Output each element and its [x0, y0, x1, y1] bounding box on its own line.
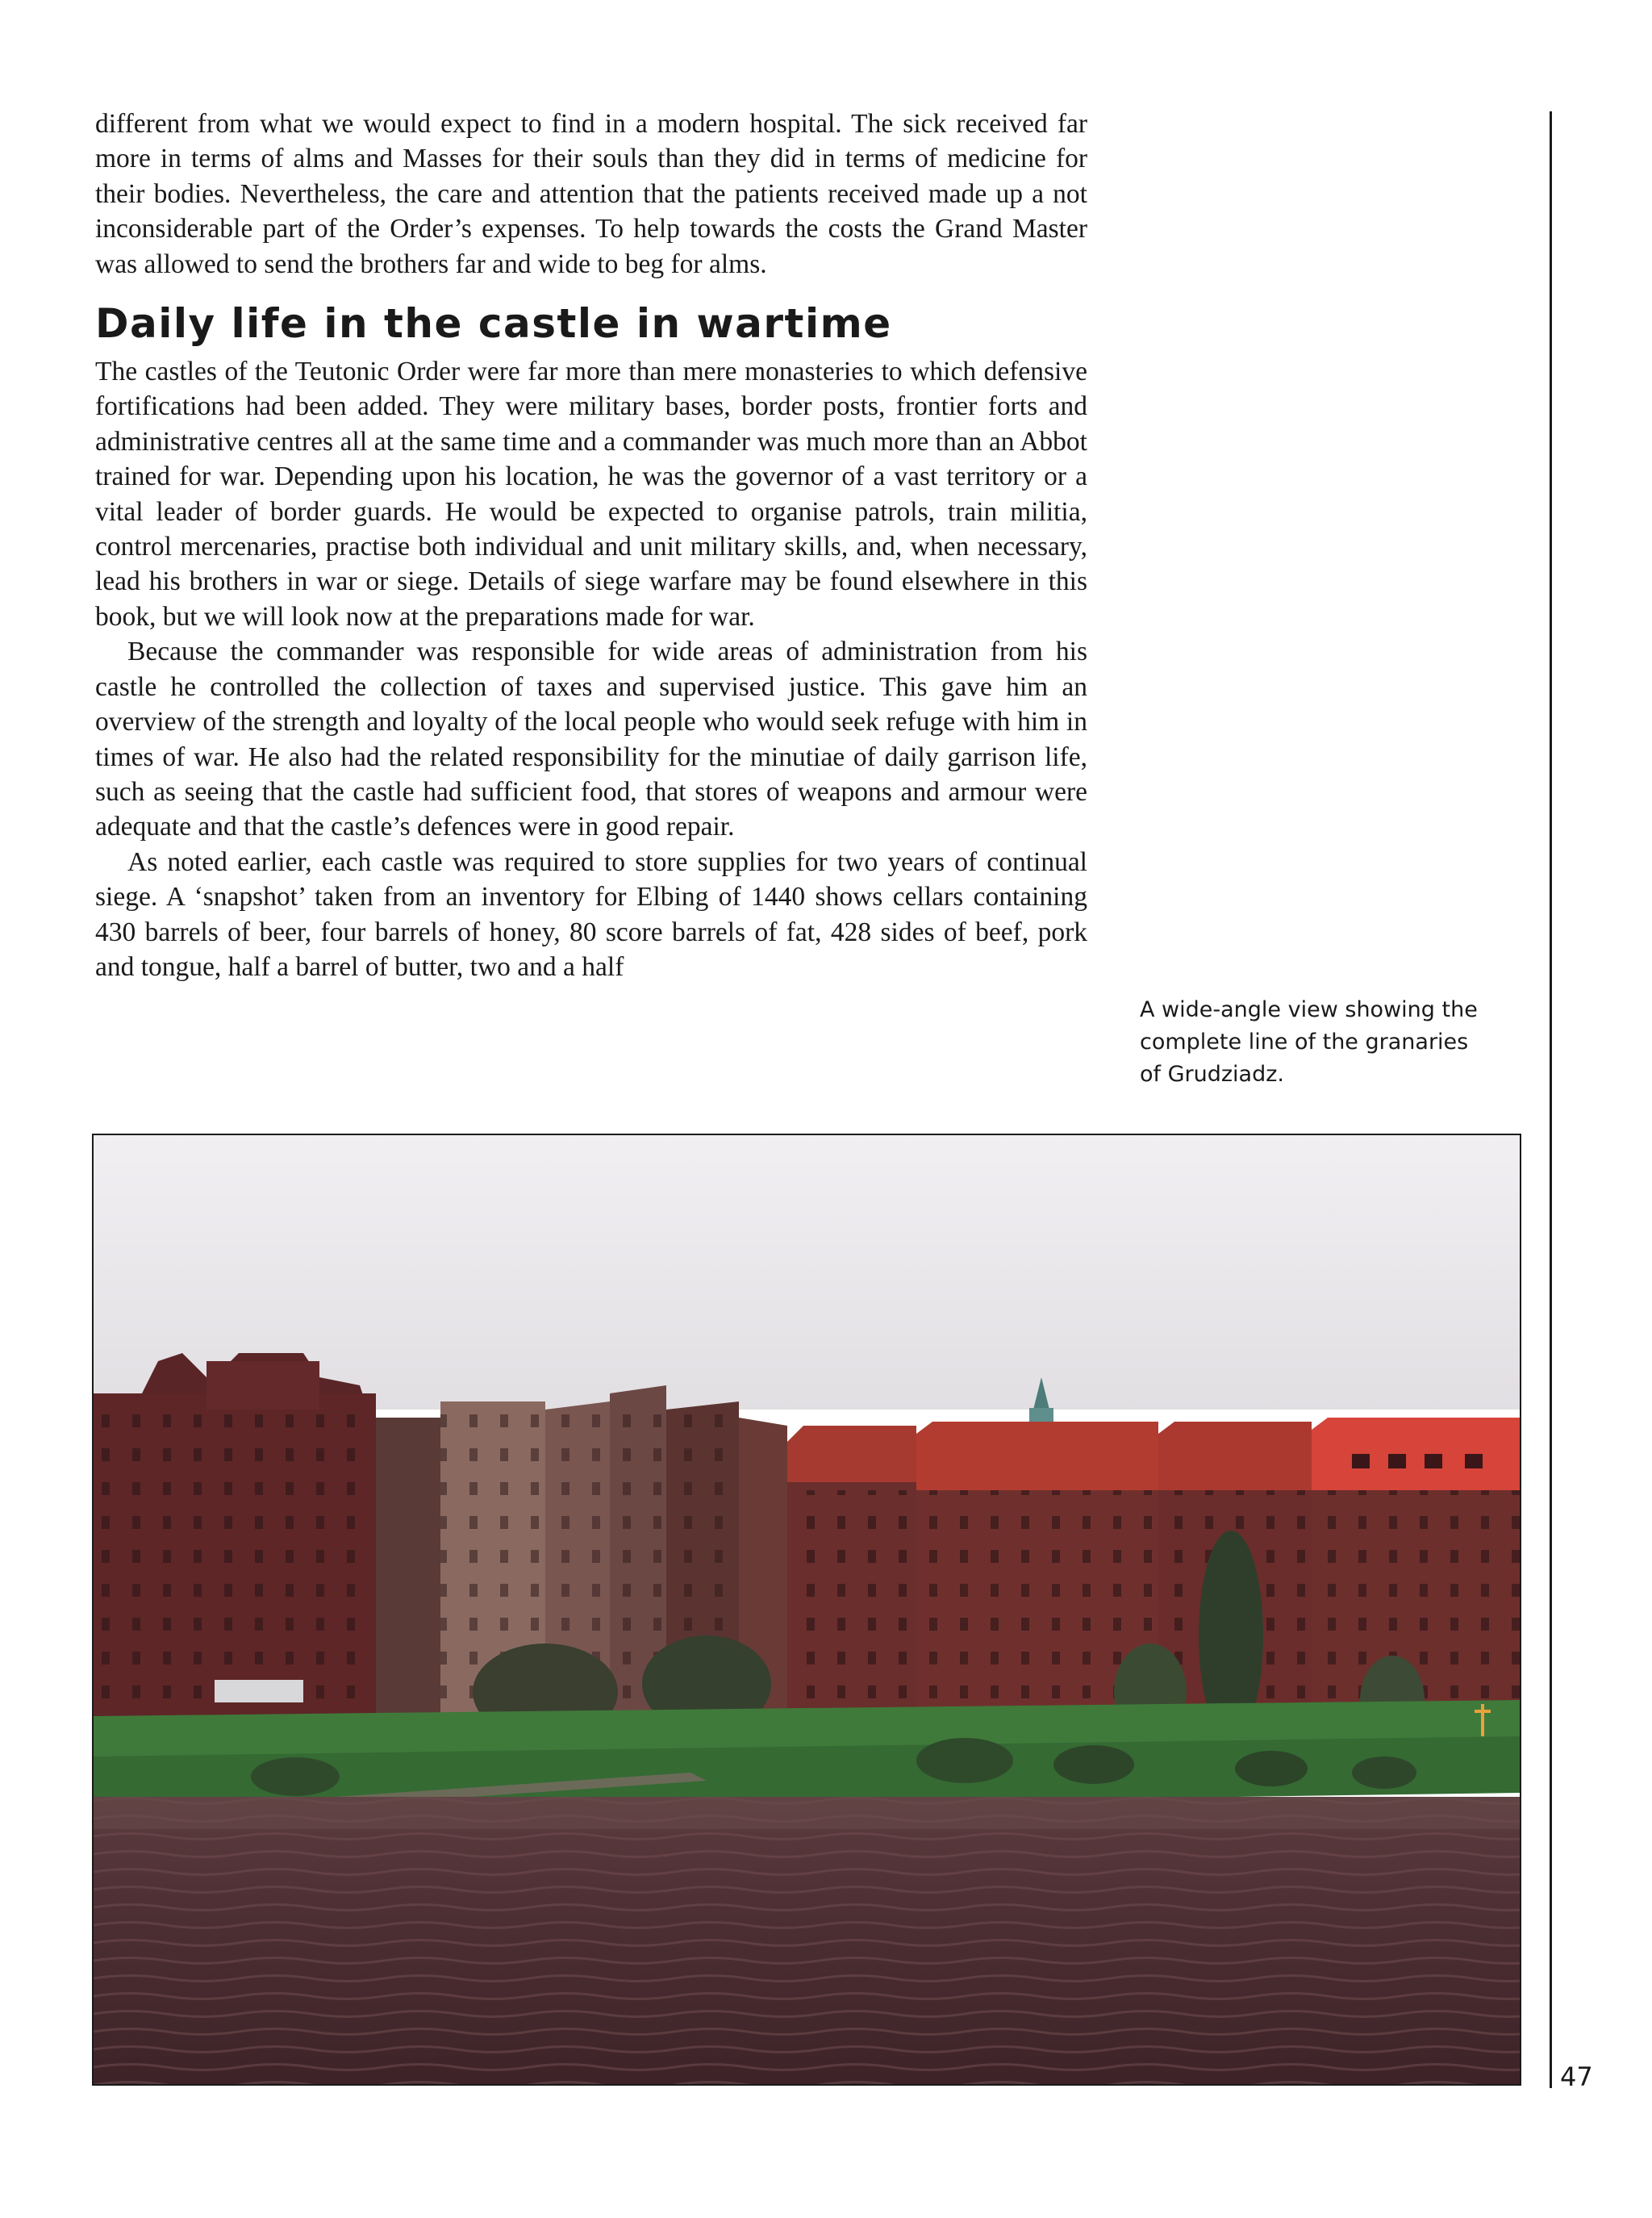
paragraph-3: As noted earlier, each castle was required to store supplies for two years of continual siege. A ‘snapshot’ taken from an inventory for Elbing of 1440 shows cellars containing 430 barrels of beer, four barrels of honey, 80 score barrels of fat, 428 sides of beef, pork and tongue, half a barrel of butter, two and a half [95, 846, 1087, 982]
paragraph-2: Because the commander was responsible for wide areas of administration from his castle he controlled the collection of taxes and supervised justice. This gave him an overview of the strength and loyalty of the local people who would seek refuge with him in times of war. He also had the related responsibility for the minutiae of daily garrison life, such as seeing that the castle had sufficient food, that stores of weapons and armour were adequate and that the castle’s defences were in good repair. [95, 637, 1087, 842]
photo-caption: A wide-angle view showing the complete line of the granaries of Grudziadz. [1140, 997, 1478, 1087]
margin-rule [1550, 111, 1552, 2088]
granaries-photo [92, 1134, 1521, 2086]
paragraph-1: The castles of the Teutonic Order were far more than mere monasteries to which defensive fortifications had been added. They were military bases, border posts, frontier forts and administrative centres all at the same time and a commander was much more than an Abbot trained for war. Depending upon his location, he was the governor of a vast territory or a vital leader of border guards. He would be expected to organise patrols, train militia, control mercenaries, practise both individual and unit military skills, and, when necessary, lead his brothers in war or siege. Details of siege warfare may be found elsewhere in this book, but we will look now at the preparations made for war. [95, 357, 1087, 632]
page-number: 47 [1560, 2061, 1593, 2092]
paragraph-intro: different from what we would expect to find in a modern hospital. The sick received far more in terms of alms and Masses for their souls than they did in terms of medicine for their bodies. Nevertheless, the care and attention that the patients received made up a not inconsiderable part of the Order’s expenses. To help towards the costs the Grand Master was allowed to send the brothers far and wide to beg for alms. [95, 109, 1087, 279]
section-heading: Daily life in the castle in wartime [95, 300, 892, 348]
main-text-column [95, 107, 1087, 984]
